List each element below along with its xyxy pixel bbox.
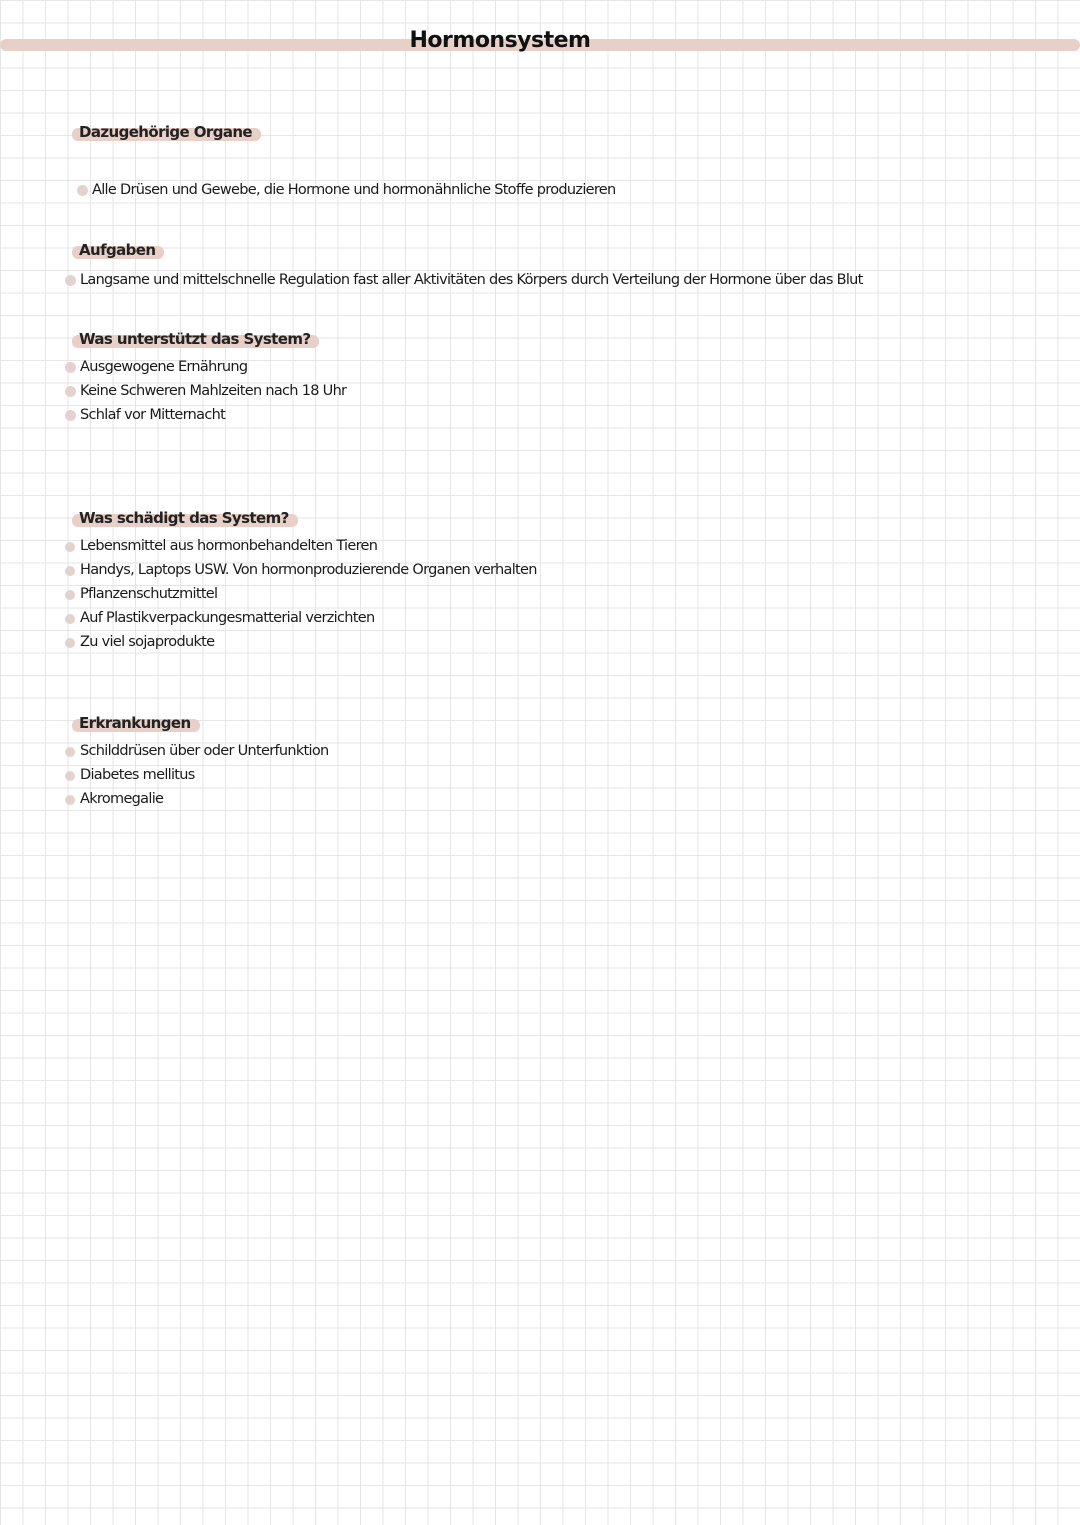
bullet-dot-icon xyxy=(65,542,75,552)
list-item xyxy=(62,606,537,630)
bullet-dot-icon xyxy=(65,410,76,421)
section-heading: Aufgaben xyxy=(74,240,160,260)
item-text: Zu viel sojaprodukte xyxy=(80,634,215,650)
bullet-dot-icon xyxy=(65,275,76,286)
bullet-dot-icon xyxy=(65,614,75,624)
list-item xyxy=(62,403,346,427)
list-item xyxy=(62,534,537,558)
section-supports xyxy=(62,329,346,427)
item-list xyxy=(62,739,329,811)
bullet-dot-icon xyxy=(65,566,75,576)
item-text: Akromegalie xyxy=(80,791,164,807)
bullet-dot-icon xyxy=(65,386,76,397)
item-text: Handys, Laptops USW. Von hormonproduzierende Organen verhalten xyxy=(80,562,537,578)
item-text: Schilddrüsen über oder Unterfunktion xyxy=(80,743,329,759)
list-item xyxy=(62,739,329,763)
item-text: Lebensmittel aus hormonbehandelten Tieren xyxy=(80,538,378,554)
list-item xyxy=(62,582,537,606)
section-tasks xyxy=(62,240,863,292)
item-text: Diabetes mellitus xyxy=(80,767,195,783)
list-item xyxy=(62,630,537,654)
section-damages xyxy=(62,508,537,654)
item-text: Auf Plastikverpackungesmatterial verzichten xyxy=(80,610,375,626)
item-text: Schlaf vor Mitternacht xyxy=(80,407,226,423)
section-heading: Erkrankungen xyxy=(74,713,196,733)
bullet-dot-icon xyxy=(65,638,75,648)
section-heading: Was schädigt das System? xyxy=(74,508,294,528)
section-diseases xyxy=(62,713,329,811)
item-text: Pflanzenschutzmittel xyxy=(80,586,218,602)
section-organs xyxy=(62,122,616,202)
section-heading: Dazugehörige Organe xyxy=(74,122,257,142)
list-item xyxy=(62,268,863,292)
item-list xyxy=(62,268,863,292)
item-text: Alle Drüsen und Gewebe, die Hormone und hormonähnliche Stoffe produzieren xyxy=(92,182,616,198)
list-item xyxy=(74,178,616,202)
page-title: Hormonsystem xyxy=(409,28,591,53)
bullet-dot-icon xyxy=(65,795,75,805)
list-item xyxy=(62,763,329,787)
item-text: Keine Schweren Mahlzeiten nach 18 Uhr xyxy=(80,383,347,399)
item-list xyxy=(62,534,537,654)
list-item xyxy=(62,379,346,403)
section-heading: Was unterstützt das System? xyxy=(74,329,315,349)
list-item xyxy=(62,355,346,379)
list-item xyxy=(62,558,537,582)
item-list xyxy=(62,355,346,427)
bullet-dot-icon xyxy=(65,590,75,600)
bullet-dot-icon xyxy=(65,362,76,373)
list-item xyxy=(62,787,329,811)
bullet-dot-icon xyxy=(65,771,75,781)
bullet-dot-icon xyxy=(65,747,75,757)
item-text: Ausgewogene Ernährung xyxy=(80,359,248,375)
item-text: Langsame und mittelschnelle Regulation fast aller Aktivitäten des Körpers durch Verteilung der Hormone über das Blut xyxy=(80,272,863,288)
item-list xyxy=(74,178,616,202)
bullet-dot-icon xyxy=(77,185,88,196)
